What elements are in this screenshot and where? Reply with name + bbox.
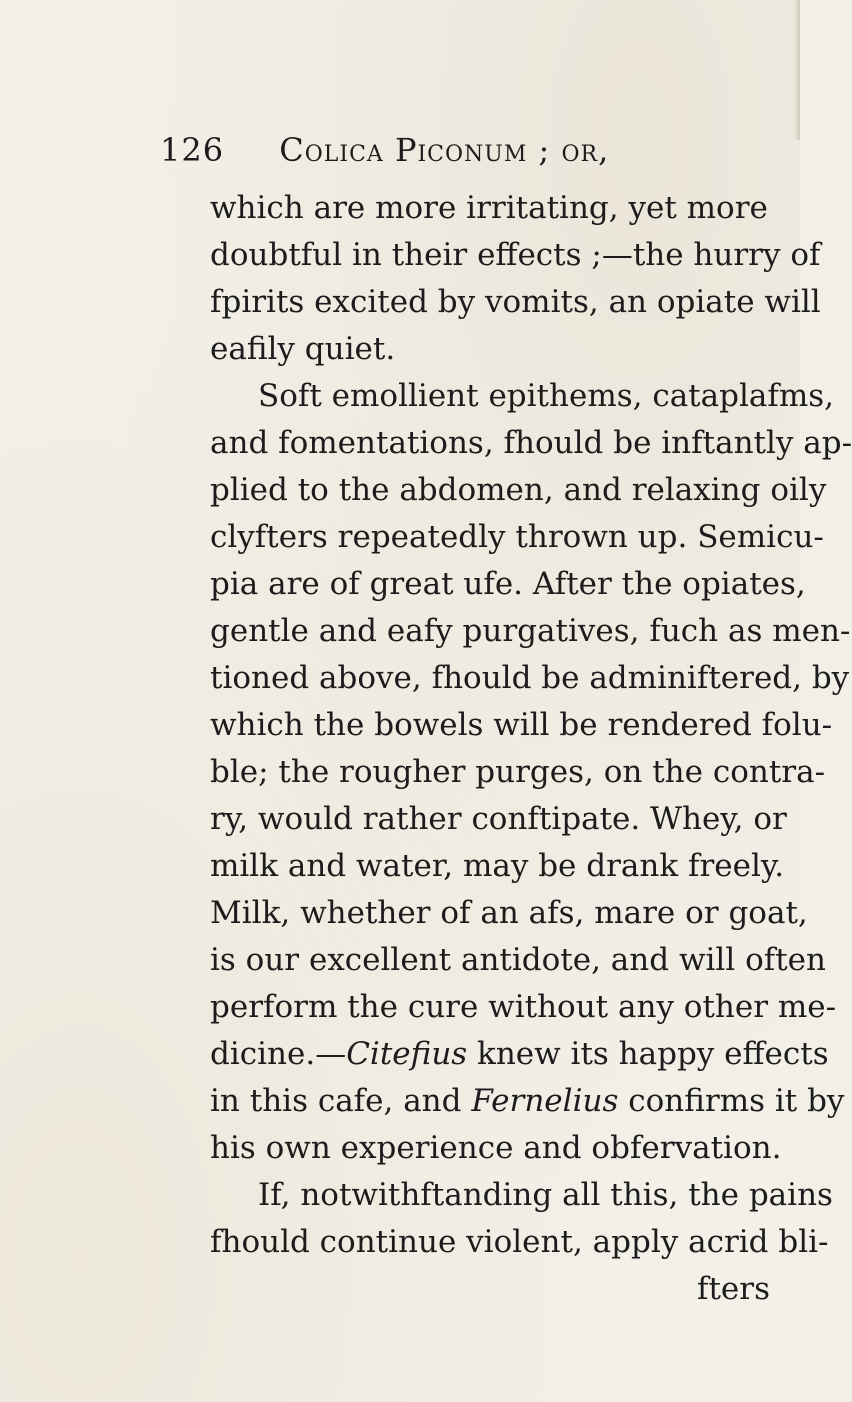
page-header xyxy=(160,128,760,172)
text-line: tioned above, fhould be adminiftered, by xyxy=(210,660,850,696)
text-fragment: in this cafe, and xyxy=(210,1083,472,1119)
text-line: fpirits excited by vomits, an opiate will xyxy=(210,284,821,320)
text-fragment: knew its happy effects xyxy=(467,1036,829,1072)
text-line: ry, would rather conftipate. Whey, or xyxy=(210,801,787,837)
text-line xyxy=(210,1031,829,1078)
text-line: Milk, whether of an afs, mare or goat, xyxy=(210,895,808,931)
text-line: ble; the rougher purges, on the contra- xyxy=(210,754,826,790)
text-line xyxy=(210,1078,845,1125)
text-line: perform the cure without any other me- xyxy=(210,989,837,1025)
text-fragment: dicine.— xyxy=(210,1036,347,1072)
text-line: his own experience and obfervation. xyxy=(210,1130,782,1166)
text-line: clyfters repeatedly thrown up. Semicu- xyxy=(210,519,824,555)
text-line: is our excellent antidote, and will often xyxy=(210,942,826,978)
text-line: gentle and eafy purgatives, fuch as men- xyxy=(210,613,851,649)
text-line: If, notwithftanding all this, the pains xyxy=(258,1177,833,1213)
text-line: which are more irritating, yet more xyxy=(210,190,768,226)
text-line: and fomentations, fhould be inftantly ap- xyxy=(210,425,852,461)
text-fragment: confirms it by xyxy=(618,1083,845,1119)
text-line: milk and water, may be drank freely. xyxy=(210,848,785,884)
text-line: fhould continue violent, apply acrid bli- xyxy=(210,1224,829,1260)
text-line: doubtful in their effects ;—the hurry of xyxy=(210,237,821,273)
text-line: Soft emollient epithems, cataplafms, xyxy=(258,378,834,414)
running-title: Colica Piconum ; or, xyxy=(279,131,610,169)
catchword: fters xyxy=(696,1271,770,1307)
page-number: 126 xyxy=(160,131,225,169)
author-name-italic: Citefius xyxy=(346,1036,468,1072)
author-name-italic: Fernelius xyxy=(471,1083,619,1119)
text-line: eafily quiet. xyxy=(210,331,396,367)
text-line: which the bowels will be rendered folu- xyxy=(210,707,833,743)
page-edge-shadow xyxy=(794,0,800,140)
text-line: pia are of great ufe. After the opiates, xyxy=(210,566,806,602)
body-text xyxy=(210,185,852,1313)
text-line: plied to the abdomen, and relaxing oily xyxy=(210,472,827,508)
